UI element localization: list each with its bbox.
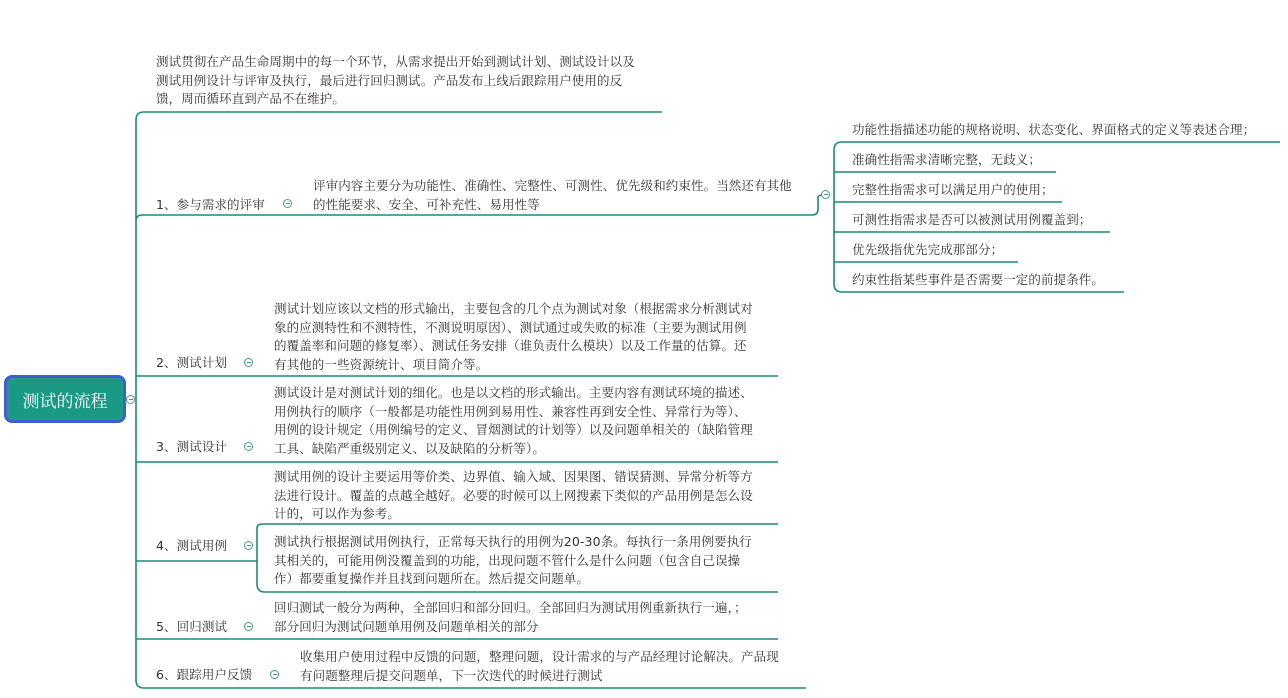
step-3-collapse-icon[interactable] bbox=[244, 442, 253, 451]
step-4-collapse-icon[interactable] bbox=[244, 541, 253, 550]
step-4-label[interactable]: 4、测试用例 bbox=[156, 538, 228, 553]
step-1-sub-5: 优先级指优先完成那部分； bbox=[852, 242, 1004, 257]
step-6-detail: 收集用户使用过程中反馈的问题，整理问题，设计需求的与产品经理讨论解决。产品现 有问题整理后提交问题单，下一次迭代的时候进行测试 bbox=[300, 649, 779, 683]
step-5-detail: 回归测试一般分为两种，全部回归和部分回归。全部回归为测试用例重新执行一遍，； 部分回归为测试问题单用例及问题单相关的部分 bbox=[274, 600, 747, 634]
step-1-sub-2: 准确性指需求清晰完整，无歧义； bbox=[852, 152, 1042, 167]
step-1-sub-6: 约束性指某些事件是否需要一定的前提条件。 bbox=[852, 272, 1105, 287]
step-4-detail-2: 测试执行根据测试用例执行，正常每天执行的用例为20-30条。每执行一条用例要执行 其相关的，可能用例没覆盖到的功能，出现问题不管什么是什么问题（包含自己误操 作）都要重复操作并且找到问题所在。然后提交问题单。 bbox=[274, 534, 752, 586]
step-5-label[interactable]: 5、回归测试 bbox=[156, 619, 228, 634]
root-node-label: 测试的流程 bbox=[9, 380, 121, 418]
root-node[interactable] bbox=[4, 375, 126, 423]
intro-text: 测试贯彻在产品生命周期中的每一个环节，从需求提出开始到测试计划、测试设计以及 测试用例设计与评审及执行，最后进行回归测试。产品发布上线后跟踪用户使用的反 馈，周而循环直到产品不在维护。 bbox=[156, 54, 635, 106]
step-6-label[interactable]: 6、跟踪用户反馈 bbox=[156, 667, 253, 682]
step-4-detail-1: 测试用例的设计主要运用等价类、边界值、输入域、因果图、错误猜测、异常分析等方 法进行设计。覆盖的点越全越好。必要的时候可以上网搜素下类似的产品用例是怎么设 计的，可以作为参考。 bbox=[274, 469, 753, 521]
step-5-collapse-icon[interactable] bbox=[244, 622, 253, 631]
step-2-label[interactable]: 2、测试计划 bbox=[156, 355, 228, 370]
step-1-sub-3: 完整性指需求可以满足用户的使用； bbox=[852, 182, 1054, 197]
step-3-label[interactable]: 3、测试设计 bbox=[156, 439, 228, 454]
root-collapse-icon[interactable] bbox=[126, 395, 135, 404]
step-2-collapse-icon[interactable] bbox=[244, 358, 253, 367]
step-1-sub-4: 可测性指需求是否可以被测试用例覆盖到； bbox=[852, 212, 1092, 227]
step-1-collapse-icon[interactable] bbox=[283, 199, 292, 208]
step-1-detail-collapse-icon[interactable] bbox=[821, 190, 830, 199]
step-1-sub-1: 功能性指描述功能的规格说明、状态变化、界面格式的定义等表述合理； bbox=[852, 122, 1256, 137]
step-6-collapse-icon[interactable] bbox=[270, 670, 279, 679]
step-3-detail: 测试设计是对测试计划的细化。也是以文档的形式输出。主要内容有测试环境的描述、 用例执行的顺序（一般都是功能性用例到易用性、兼容性再到安全性、异常行为等）、 用例的设计规定（用例编号的定义、冒烟测试的计划等）以及问题单相关的（缺陷管理 工具、缺陷严重级别定义、以及缺陷的分析等）。 bbox=[274, 385, 753, 456]
step-2-detail: 测试计划应该以文档的形式输出，主要包含的几个点为测试对象（根据需求分析测试对 象的应测特性和不测特性，不测说明原因）、测试通过或失败的标准（主要为测试用例 的覆盖率和问题的修复率）、测试任务安排（谁负责什么模块）以及工作量的估算。还 有其他的一些资源统计、项目简介等。 bbox=[274, 301, 753, 372]
step-1-detail: 评审内容主要分为功能性、准确性、完整性、可测性、优先级和约束性。当然还有其他 的性能要求、安全、可补充性、易用性等 bbox=[313, 178, 792, 212]
step-1-label[interactable]: 1、参与需求的评审 bbox=[156, 197, 265, 212]
